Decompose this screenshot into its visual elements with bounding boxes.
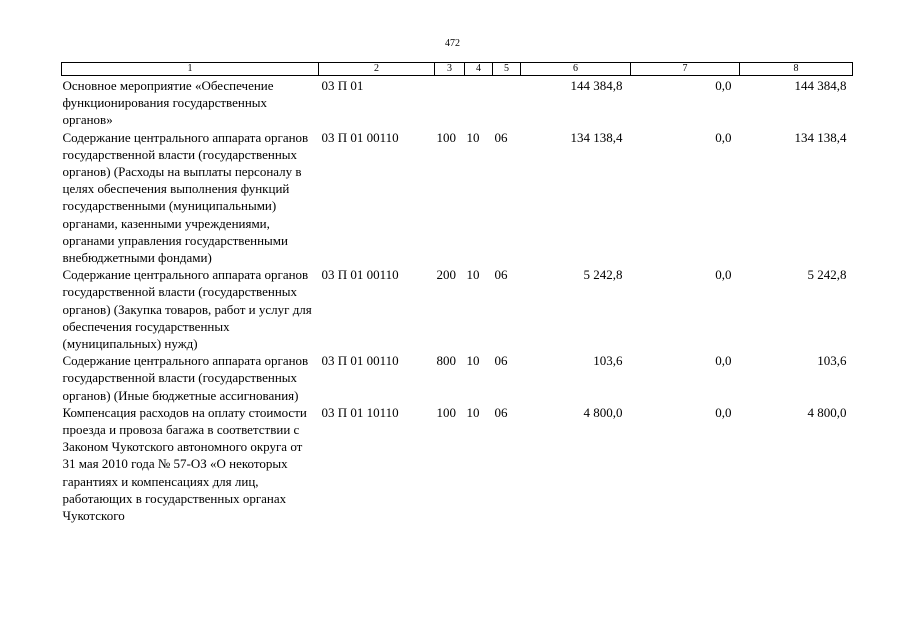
row-description: Компенсация расходов на оплату стоимости проезда и провоза багажа в соответствии с Законом Чукотского автономного округа от 31 мая 2010 года № 57-ОЗ «О некоторых гарантиях и компенсациях для лиц, работающих в государственных органах Чукотского — [62, 404, 307, 524]
row-subsection — [493, 76, 521, 129]
column-number-header-row — [62, 63, 853, 76]
column-header-6: 6 — [521, 63, 631, 76]
row-sum: 103,6 — [593, 353, 623, 369]
row-description: Основное мероприятие «Обеспечение функционирования государственных органов» — [62, 78, 274, 128]
row-change: 0,0 — [715, 404, 732, 420]
page-number: 472 — [445, 38, 460, 49]
row-subsection: 06 — [494, 129, 508, 145]
row-target-code: 03 П 01 10110 — [321, 404, 399, 420]
row-description: Содержание центрального аппарата органов государственной власти (государственных органов) (Закупка товаров, работ и услуг для обеспечения государственных (муниципальных) нужд) — [62, 267, 312, 352]
row-section: 10 — [466, 267, 480, 283]
row-target-code: 03 П 01 00110 — [321, 267, 399, 283]
column-header-8: 8 — [740, 63, 853, 76]
table-row — [62, 404, 853, 524]
row-description: Содержание центрального аппарата органов государственной власти (государственных органов) (Расходы на выплаты персоналу в целях обеспечения выполнения функций государственными (муниципальными) органами, казенными учреждениями, органами управления государственными внебюджетными фондами) — [62, 129, 309, 266]
row-total: 144 384,8 — [794, 78, 847, 93]
row-description: Содержание центрального аппарата органов государственной власти (государственных органов) (Иные бюджетные ассигнования) — [62, 353, 309, 403]
row-expense-type: 100 — [436, 129, 456, 145]
row-change: 0,0 — [715, 353, 732, 369]
row-total: 103,6 — [817, 353, 847, 369]
row-expense-type — [435, 76, 465, 129]
row-section: 10 — [466, 404, 480, 420]
column-header-2: 2 — [319, 63, 435, 76]
table-row — [62, 76, 853, 129]
row-subsection: 06 — [494, 404, 508, 420]
column-header-1: 1 — [62, 63, 319, 76]
row-section: 10 — [466, 353, 480, 369]
row-total: 134 138,4 — [794, 129, 847, 145]
budget-table — [61, 62, 853, 524]
row-section — [465, 76, 493, 129]
row-target-code: 03 П 01 — [321, 78, 364, 93]
row-change: 0,0 — [715, 129, 732, 145]
row-section: 10 — [466, 129, 480, 145]
table-row — [62, 352, 853, 404]
row-total: 5 242,8 — [807, 267, 847, 283]
column-header-4: 4 — [465, 63, 493, 76]
row-subsection: 06 — [494, 353, 508, 369]
row-sum: 4 800,0 — [583, 404, 623, 420]
row-expense-type: 100 — [436, 404, 456, 420]
row-sum: 144 384,8 — [570, 78, 623, 93]
row-target-code: 03 П 01 00110 — [321, 129, 399, 145]
row-total: 4 800,0 — [807, 404, 847, 420]
row-target-code: 03 П 01 00110 — [321, 353, 399, 369]
table-row — [62, 129, 853, 267]
row-subsection: 06 — [494, 267, 508, 283]
column-header-7: 7 — [631, 63, 740, 76]
row-expense-type: 800 — [436, 353, 456, 369]
column-header-5: 5 — [493, 63, 521, 76]
table-row — [62, 266, 853, 352]
row-sum: 134 138,4 — [570, 129, 623, 145]
column-header-3: 3 — [435, 63, 465, 76]
row-sum: 5 242,8 — [583, 267, 623, 283]
row-expense-type: 200 — [436, 267, 456, 283]
row-change: 0,0 — [715, 267, 732, 283]
row-change: 0,0 — [715, 78, 732, 93]
